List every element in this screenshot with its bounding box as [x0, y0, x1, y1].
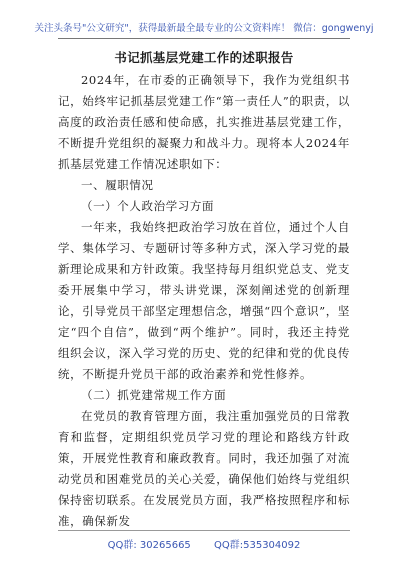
footer-divider	[58, 530, 350, 531]
party-management-paragraph: 在党员的教育管理方面，我注重加强党员的日常教育和监督，定期组织党员学习党的理论和路线方针政策，开展党性教育和廉政教育。同时，我还加强了对流动党员和困难党员的关心关爱，确保他们始终与党组织保持密切联系。在发展党员方面，我严格按照程序和标准，确保新发	[58, 409, 350, 528]
political-study-paragraph: 一年来，我始终把政治学习放在首位，通过个人自学、集体学习、专题研讨等多种方式，深入学习党的最新理论成果和方针政策。我坚持每月组织党总支、党支委开展集中学习，带头讲党课，深刻阐述党的创新理论，引导党员干部坚定理想信念，增强“四个意识”，坚定“四个自信”，做到“两个维护”。同时，我还主持党组织会议，深入学习党的历史、党的纪律和党的优良传统，不断提升党员干部的政治素养和党性修养。	[58, 220, 350, 381]
document-body	[58, 70, 350, 532]
subsection-heading-2: （二）抓党建常规工作方面	[81, 388, 227, 402]
footer-qq-group-2: QQ群:535304092	[214, 540, 301, 551]
header-divider	[58, 38, 350, 39]
footer-qq-group-1: QQ群: 30265665	[107, 540, 191, 551]
section-heading-1: 一、履职情况	[81, 178, 154, 192]
header-notice: 关注头条号"公文研究"，获得最新最全最专业的公文资料库！ 微信：gongwenyj	[34, 23, 374, 34]
intro-paragraph: 2024年，在市委的正确领导下，我作为党组织书记，始终牢记抓基层党建工作“第一责任人”的职责，以高度的政治责任感和使命感，扎实推进基层党建工作，不断提升党组织的凝聚力和战斗力。现将本人2024年抓基层党建工作情况述职如下：	[58, 73, 350, 171]
footer-contact	[0, 536, 408, 551]
subsection-heading-1: （一）个人政治学习方面	[81, 199, 215, 213]
document-title: 书记抓基层党建工作的述职报告	[114, 50, 294, 65]
